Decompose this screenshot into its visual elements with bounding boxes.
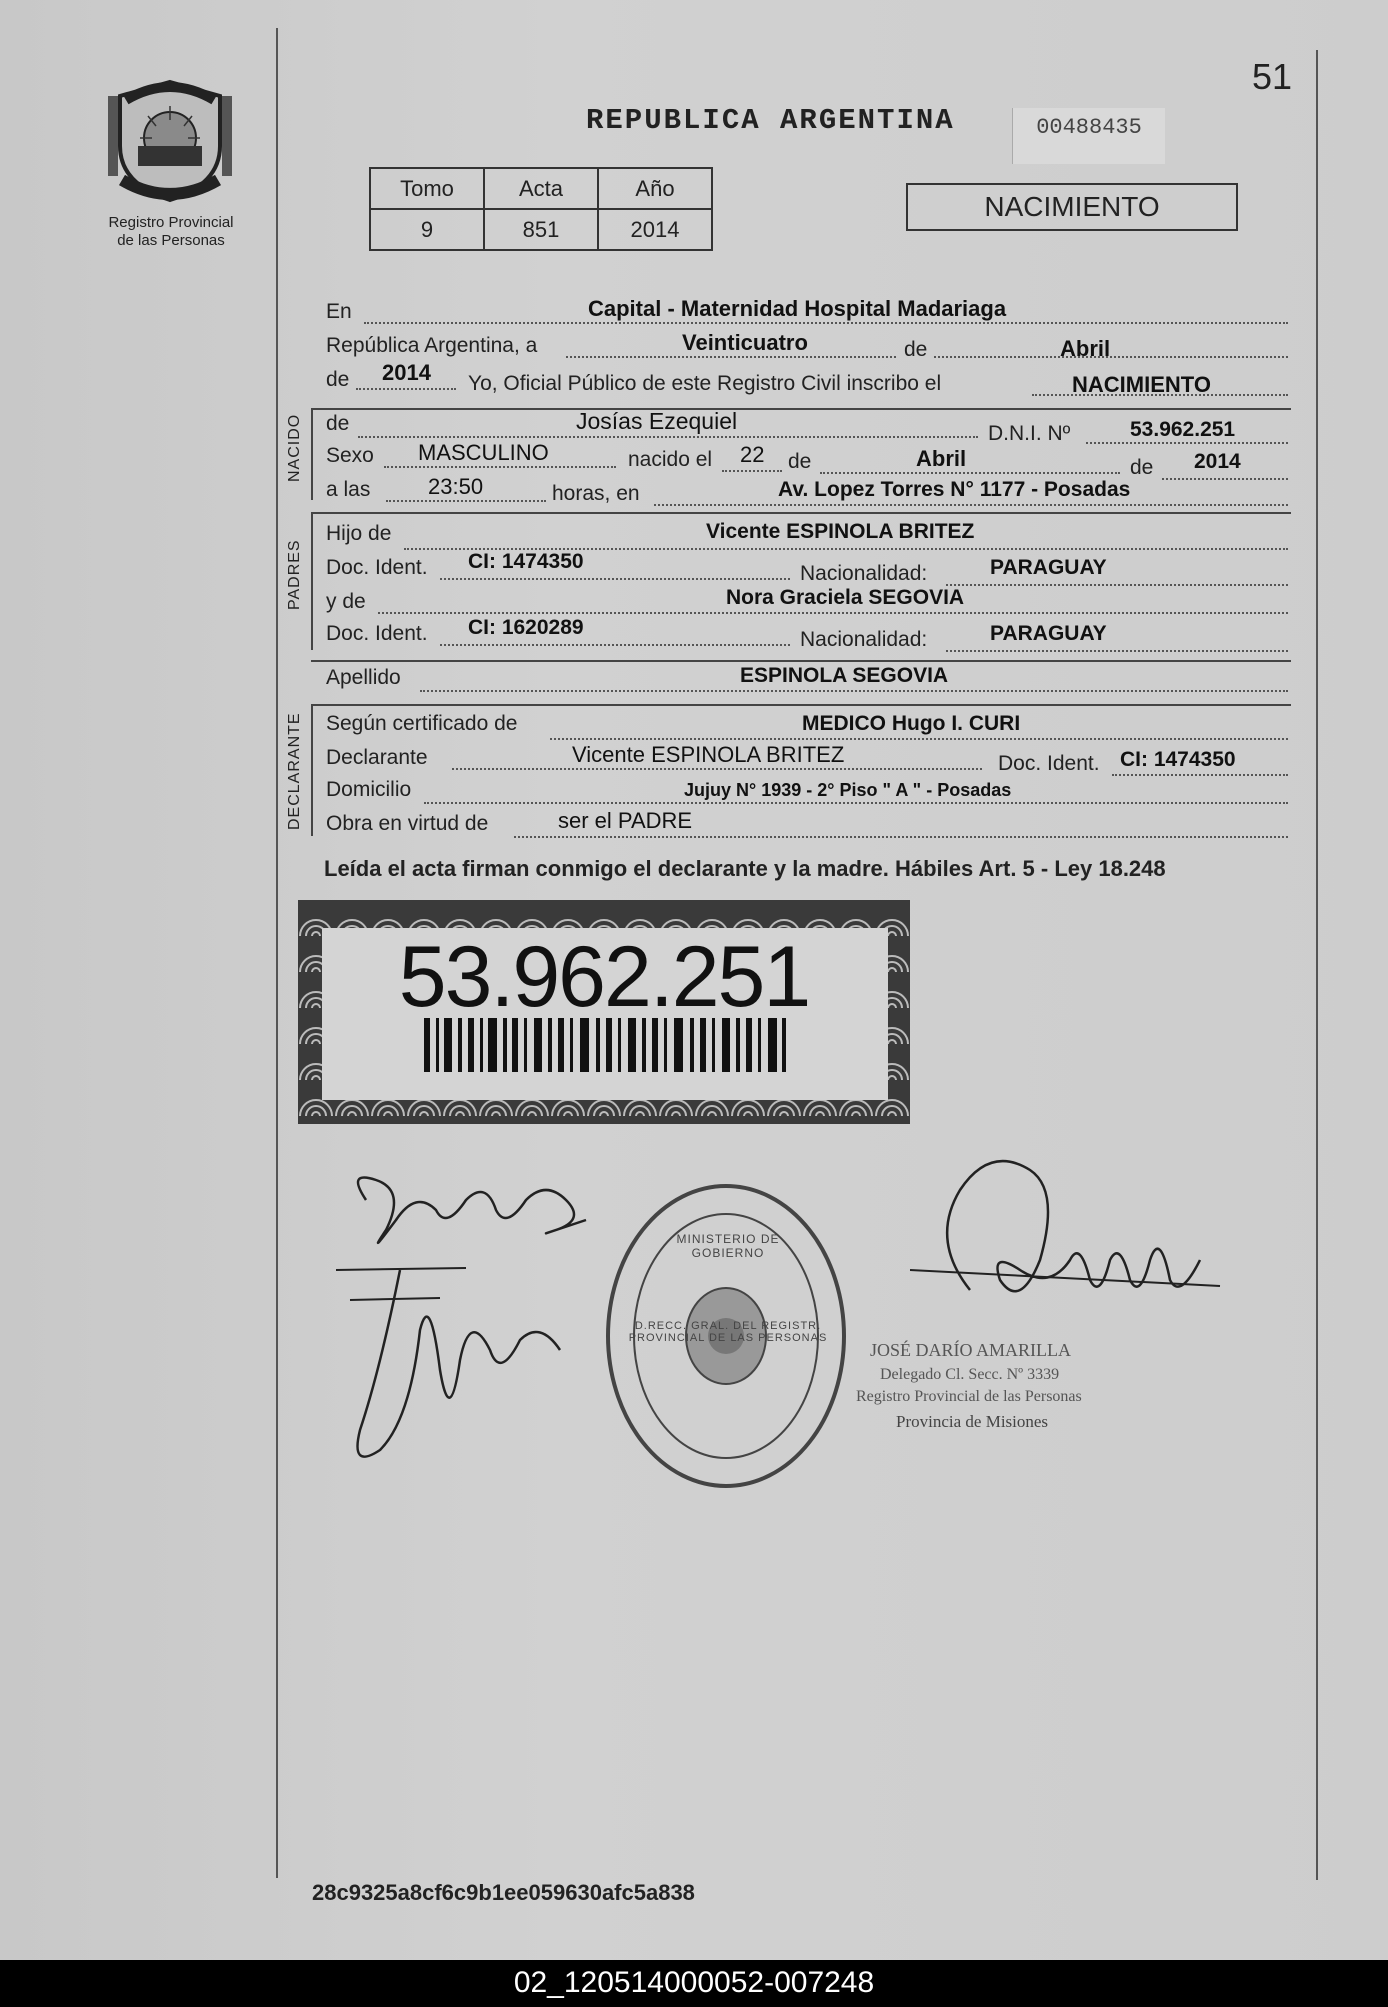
cert-label: Según certificado de [326,712,518,735]
document-hash: 28c9325a8cf6c9b1ee059630afc5a838 [312,1880,695,1905]
apellido-label: Apellido [326,666,401,689]
apellido-dots [420,690,1288,692]
father-value: Vicente ESPINOLA BRITEZ [706,520,975,543]
address-value: Av. Lopez Torres N° 1177 - Posadas [778,478,1131,501]
declarante-bar [311,706,313,836]
stamp-ring-text: D.RECC. GRAL. DEL REGISTR. PROVINCIAL DE LAS PERSONAS [628,1320,828,1344]
dom-dots [424,802,1288,804]
registry-value-row [370,209,712,250]
father-doc-label: Doc. Ident. [326,556,428,579]
registry-header-acta: Acta [484,168,598,209]
padres-bar [311,514,313,650]
place-dots [364,322,1288,324]
mother-dots [378,612,1288,614]
decl-label: Declarante [326,746,428,769]
birth-year-dots [1162,478,1288,480]
father-doc-value: CI: 1474350 [468,550,584,573]
registry-header-anio: Año [598,168,712,209]
dni-value: 53.962.251 [1130,418,1236,441]
republic-label: República Argentina, a [326,334,538,357]
nacido-de-label: de [326,412,350,435]
mother-nat-value: PARAGUAY [990,622,1107,645]
mother-doc-dots [440,644,790,646]
hour-dots [386,500,546,502]
decl-doc-label: Doc. Ident. [998,752,1100,775]
de-label-1: de [904,338,928,361]
nacido-bar [311,410,313,500]
registry-value-anio: 2014 [598,209,712,250]
separator-declarante [311,704,1291,706]
year-dots [356,388,456,390]
mother-value: Nora Graciela SEGOVIA [726,586,965,609]
declarante-section-label: DECLARANTE [286,712,303,830]
decl-doc-value: CI: 1474350 [1120,748,1236,771]
en-label: En [326,300,352,323]
institution-line-2: de las Personas [117,232,225,249]
sexo-label: Sexo [326,444,374,467]
separator-padres [311,512,1291,514]
nacido-el-label: nacido el [628,448,713,471]
birth-year-value: 2014 [1194,450,1241,473]
father-doc-dots [440,578,790,580]
place-value: Capital - Maternidad Hospital Madariaga [588,296,1007,321]
registry-value-tomo: 9 [370,209,484,250]
sexo-value: MASCULINO [418,440,549,465]
address-dots [654,504,1288,506]
obra-label: Obra en virtud de [326,812,489,835]
stamp-inner-text: MINISTERIO DE GOBIERNO [676,1232,780,1260]
hour-value: 23:50 [428,474,484,499]
apellido-value: ESPINOLA SEGOVIA [740,664,949,687]
decl-dots [452,768,982,770]
dom-label: Domicilio [326,778,412,801]
father-nat-label: Nacionalidad: [800,562,928,585]
birth-day-value: 22 [740,442,765,467]
separator-apellido [311,660,1291,662]
official-title: Delegado Cl. Secc. Nº 3339 [880,1366,1060,1383]
mother-doc-value: CI: 1620289 [468,616,584,639]
decl-doc-dots [1112,774,1288,776]
dni-label: D.N.I. Nº [988,422,1071,445]
year-value: 2014 [382,360,431,385]
father-nat-value: PARAGUAY [990,556,1107,579]
event-value: NACIMIENTO [1072,372,1211,397]
name-dots [358,436,978,438]
institution-line-1: Registro Provincial [108,214,234,231]
horas-label: horas, en [552,482,640,505]
birth-month-dots [820,472,1120,474]
institution-caption [86,214,256,250]
mother-nat-label: Nacionalidad: [800,628,928,651]
decl-value: Vicente ESPINOLA BRITEZ [572,742,845,767]
right-margin-line [1316,50,1318,1880]
month-dots [934,356,1288,358]
left-margin-line [276,28,278,1878]
sexo-dots [384,466,616,468]
obra-value: ser el PADRE [558,808,693,833]
birth-month-value: Abril [916,446,967,471]
year-prefix: de [326,368,350,391]
de-label-2: de [788,450,812,473]
barcode-number: 53.962.251 [398,929,810,1025]
padres-section-label: PADRES [286,539,303,610]
mother-doc-label: Doc. Ident. [326,622,428,645]
day-dots [566,356,896,358]
registry-table [369,167,713,251]
reading-note: Leída el acta firman conmigo el declarante y la madre. Hábiles Art. 5 - Ley 18.248 [324,856,1166,881]
footer-id: 02_120514000052-007248 [513,1966,875,1999]
father-nat-dots [946,584,1288,586]
registry-header-tomo: Tomo [370,168,484,209]
day-value: Veinticuatro [682,330,808,355]
footer-bar [0,1960,1388,2007]
record-type-box: NACIMIENTO [906,183,1238,231]
obra-dots [514,836,1288,838]
hijo-label: Hijo de [326,522,392,545]
cert-dots [550,738,1288,740]
hora-label: a las [326,478,371,501]
province-logo [108,76,232,206]
separator-nacido [311,408,1291,410]
mother-nat-dots [946,650,1288,652]
signature-madre [320,1250,580,1480]
officer-text: Yo, Oficial Público de este Registro Civil inscribo el [468,372,942,395]
official-name: JOSÉ DARÍO AMARILLA [870,1340,1072,1360]
official-province: Provincia de Misiones [896,1412,1049,1431]
official-office: Registro Provincial de las Personas [856,1388,1082,1405]
de-label-3: de [1130,456,1154,479]
country-title: REPUBLICA ARGENTINA [586,104,955,137]
nacido-section-label: NACIDO [286,413,303,482]
signature-oficial [910,1150,1230,1340]
dom-value: Jujuy N° 1939 - 2° Piso " A " - Posadas [684,780,1012,800]
serial-number: 00488435 [1012,108,1165,164]
cert-value: MEDICO Hugo I. CURI [802,712,1021,735]
page-number: 51 [1252,56,1293,97]
registry-header-row [370,168,712,209]
month-value: Abril [1060,336,1111,361]
dni-dots [1086,442,1288,444]
y-de-label: y de [326,590,366,613]
registry-value-acta: 851 [484,209,598,250]
child-name: Josías Ezequiel [576,408,738,434]
birth-day-dots [722,470,782,472]
